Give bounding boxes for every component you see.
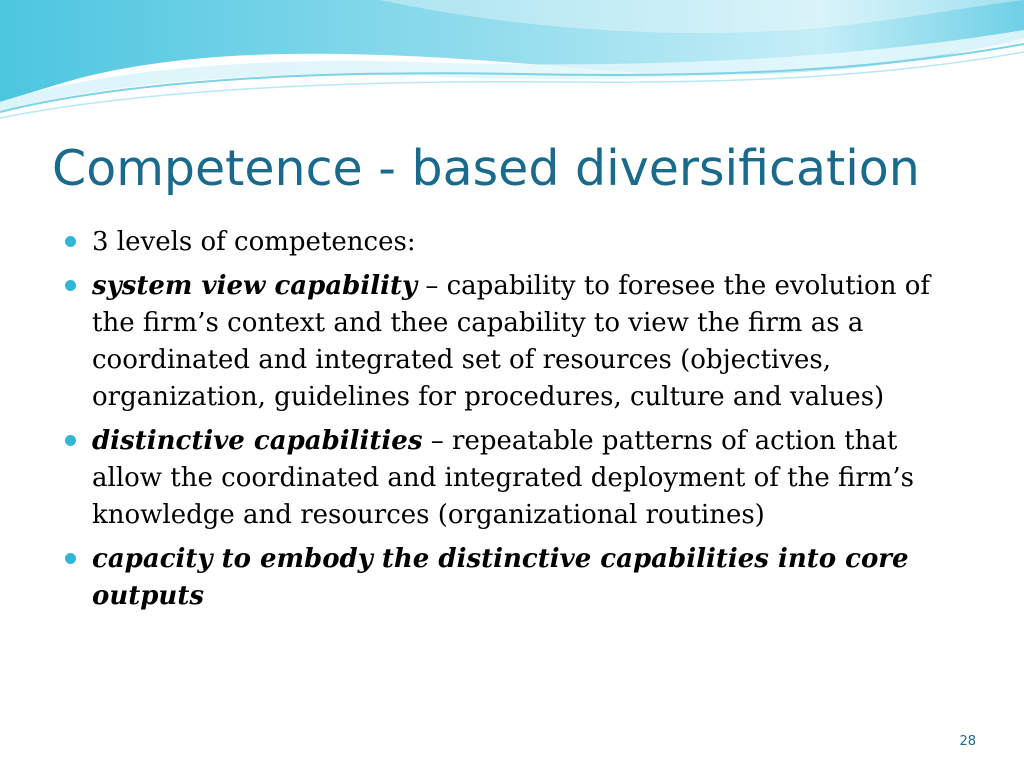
page-number: 28 xyxy=(959,734,976,749)
bullet-icon xyxy=(65,280,76,291)
bullet-list xyxy=(64,224,969,622)
bullet-item xyxy=(64,268,969,416)
bullet-text: – repeatable patterns of action that allow the coordinated and integrated deployment of the firm’s knowledge and resources (organizational routines) xyxy=(92,426,915,530)
slide-title: Competence - based diversification xyxy=(52,140,920,197)
bullet-term: system view capability xyxy=(92,271,418,301)
bullet-icon xyxy=(65,435,76,446)
bullet-icon xyxy=(65,553,76,564)
bullet-term: capacity to embody the distinctive capabilities into core outputs xyxy=(92,544,909,611)
bullet-item xyxy=(64,541,969,615)
bullet-text: – capability to foresee the evolution of the firm’s context and thee capability to view the firm as a coordinated and integrated set of resources (objectives, organization, guidelines for procedures, culture and values) xyxy=(92,271,930,412)
bullet-term: distinctive capabilities xyxy=(92,426,423,456)
decorative-wave-header xyxy=(0,0,1024,130)
bullet-icon xyxy=(65,236,76,247)
bullet-item xyxy=(64,423,969,534)
bullet-text: 3 levels of competences: xyxy=(92,227,416,257)
bullet-item xyxy=(64,224,969,261)
